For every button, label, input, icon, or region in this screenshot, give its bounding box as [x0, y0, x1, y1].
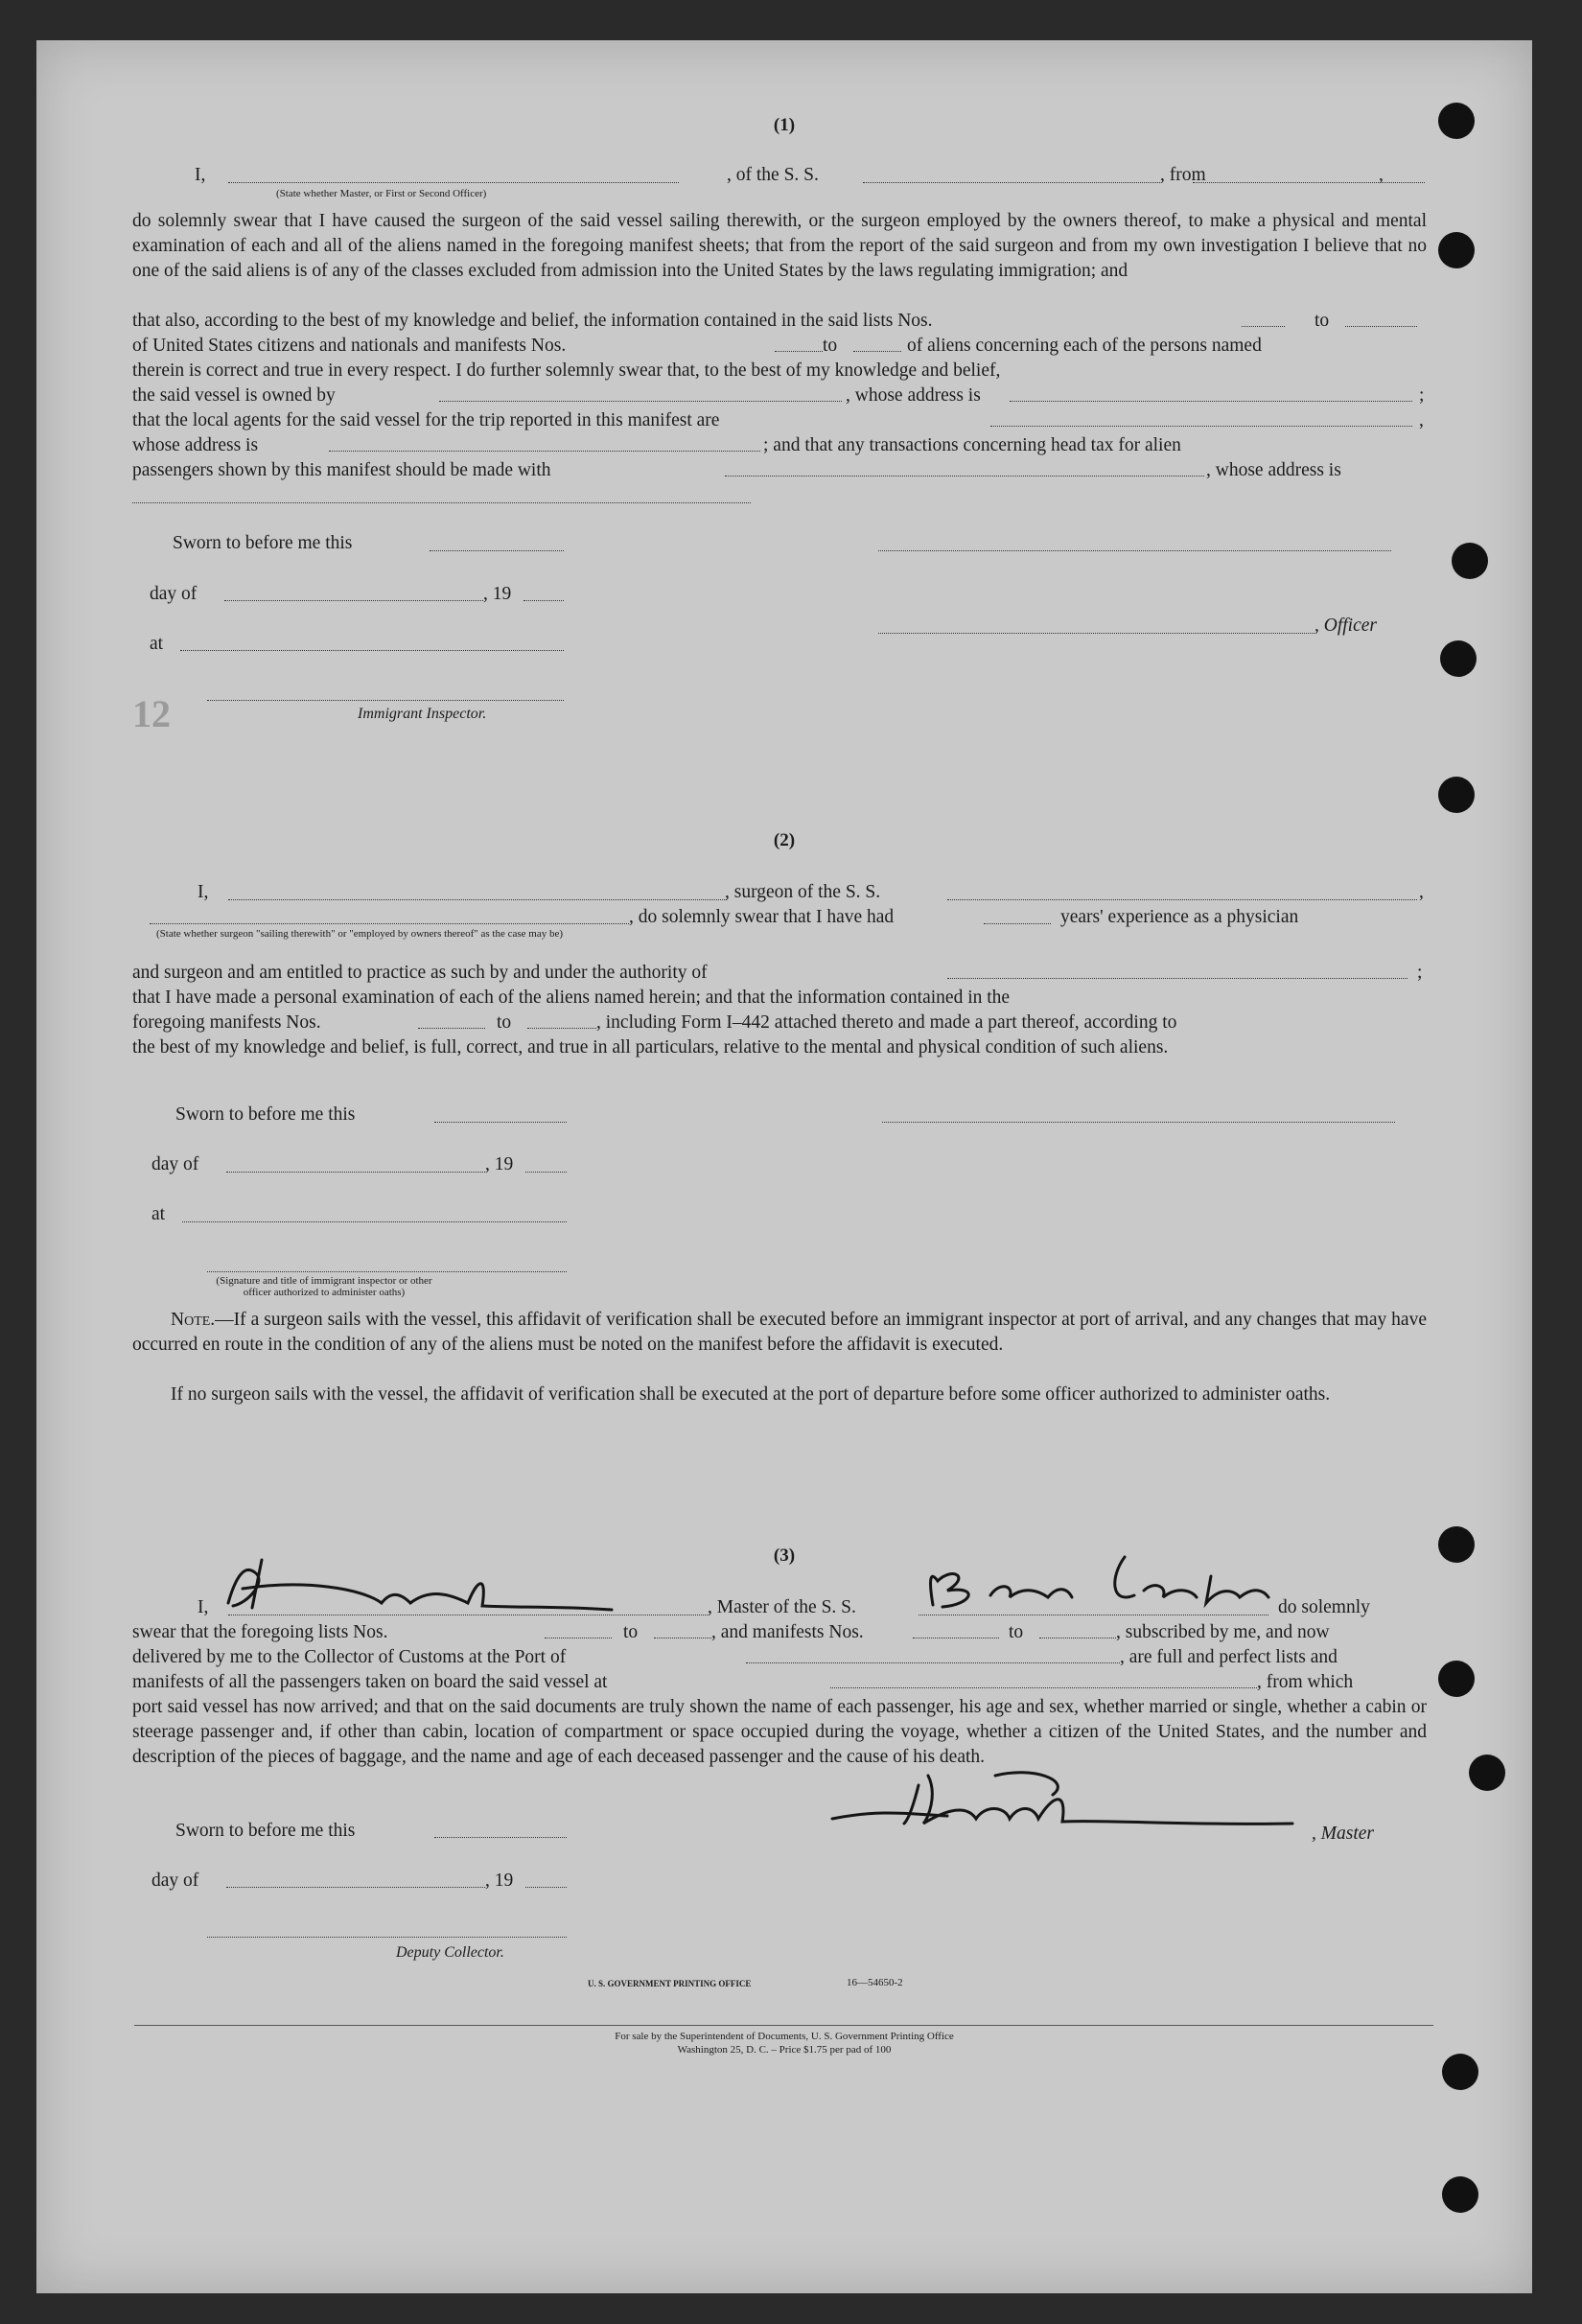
- binder-hole: [1438, 777, 1475, 813]
- s2-inspector-field[interactable]: [207, 1271, 567, 1272]
- ship-name-handwritten: [904, 1538, 1278, 1624]
- s2-surgeon-signature-field[interactable]: [882, 1122, 1395, 1123]
- s1-at: at: [150, 634, 164, 654]
- master-signature-1: [190, 1550, 669, 1627]
- s1-day-of: day of: [150, 584, 198, 604]
- s2-years-field[interactable]: [984, 923, 1051, 924]
- s1-inspector-field[interactable]: [207, 700, 564, 701]
- s2-years: years' experience as a physician: [1060, 907, 1299, 927]
- s1-year: , 19: [483, 584, 512, 604]
- s2-surgeon-ss: , surgeon of the S. S.: [725, 882, 881, 902]
- s1-owner-field[interactable]: [439, 401, 842, 402]
- s1-paragraph-a: do solemnly swear that I have caused the surgeon of the said vessel sailing therewith, or the surgeon employed by the owners thereof, to make a physical and mental examination of each and all of the aliens named in the foregoing manifest sheets; that from the report of the said surgeon and from my own investigation I believe that no one of the said aliens is of any of the classes excluded from admission into the United States by the laws regulating immigration; and: [132, 211, 1427, 281]
- s2-sig-caption: (Signature and title of immigrant inspector or other officer authorized to administer oaths): [216, 1275, 432, 1298]
- s2-status-field[interactable]: [150, 923, 629, 924]
- s3-manifests-all: manifests of all the passengers taken on board the said vessel at: [132, 1672, 608, 1692]
- s1-semicolon: ;: [1419, 385, 1425, 406]
- s2-authority-field[interactable]: [947, 978, 1408, 979]
- s1-agents: that the local agents for the said vessel for the trip reported in this manifest are: [132, 410, 720, 430]
- s1-lists-from-field[interactable]: [1242, 326, 1285, 327]
- master-signature-2: [823, 1756, 1321, 1843]
- s3-i: I,: [198, 1597, 209, 1617]
- s1-therein: therein is correct and true in every respect. I do further solemnly swear that, to the best of my knowledge and belief,: [132, 360, 1001, 381]
- s3-day-of: day of: [151, 1871, 199, 1891]
- s1-day-field[interactable]: [224, 600, 483, 601]
- s1-manifests-to-field[interactable]: [853, 351, 901, 352]
- s3-full: , are full and perfect lists and: [1120, 1647, 1338, 1667]
- section-3-number: (3): [773, 1545, 796, 1566]
- form-page: [36, 40, 1532, 2293]
- s1-owned: the said vessel is owned by: [132, 385, 336, 406]
- s2-manifests-from-field[interactable]: [418, 1028, 485, 1029]
- s2-at-field[interactable]: [182, 1221, 567, 1222]
- s1-whose2: , whose address is: [1206, 460, 1341, 480]
- s3-to1: to: [623, 1622, 639, 1642]
- sale-line-1: For sale by the Superintendent of Documents, U. S. Government Printing Office: [615, 2031, 954, 2042]
- gpo-imprint: U. S. GOVERNMENT PRINTING OFFICE: [588, 1979, 752, 1988]
- s3-sworn-field[interactable]: [434, 1837, 567, 1838]
- s1-of-ss: , of the S. S.: [727, 165, 819, 185]
- s1-lists-to-field[interactable]: [1345, 326, 1417, 327]
- s1-ship-field[interactable]: [863, 182, 1160, 183]
- s1-headtax: ; and that any transactions concerning head tax for alien: [763, 435, 1181, 455]
- form-number: 16—54650-2: [847, 1977, 903, 1988]
- s3-lists: swear that the foregoing lists Nos.: [132, 1622, 388, 1642]
- s2-exam: that I have made a personal examination of each of the aliens named herein; and that the information contained in the: [132, 988, 1011, 1008]
- s2-including: , including Form I–442 attached thereto and made a part thereof, according to: [596, 1012, 1177, 1033]
- s1-comma: ,: [1379, 165, 1384, 185]
- s3-year: , 19: [485, 1871, 514, 1891]
- s1-officer-signature-field[interactable]: [878, 550, 1391, 551]
- margin-stamp: 12: [132, 692, 171, 735]
- s1-officer-name-field[interactable]: [228, 182, 679, 183]
- s1-manifests-to: to: [823, 336, 838, 356]
- s3-sworn: Sworn to before me this: [175, 1821, 356, 1841]
- s2-note-label: Note.: [171, 1310, 216, 1330]
- s3-deputy-field[interactable]: [207, 1937, 567, 1938]
- binder-hole: [1440, 640, 1477, 677]
- s2-sworn-field[interactable]: [434, 1122, 567, 1123]
- binder-hole: [1442, 2054, 1478, 2090]
- s1-whose: whose address is: [132, 435, 259, 455]
- s2-at: at: [151, 1204, 166, 1224]
- section-2-number: (2): [773, 830, 796, 850]
- s3-paragraph-b: port said vessel has now arrived; and that on the said documents are truly shown the name of each passenger, his age and sex, whether married or single, whether a cabin or steerage passenger and, if other than cabin, location of compartment or space occupied during the voyage, whether a citizen of the United States, and the number and description of the pieces of baggage, and the name and age of each deceased passenger and the cause of his death.: [132, 1697, 1427, 1767]
- s2-note-text: —If a surgeon sails with the vessel, this affidavit of verification shall be executed before an immigrant inspector at port of arrival, and any changes that may have occurred en route in the condition of any of the aliens must be noted on the manifest before the affidavit is executed.: [132, 1310, 1427, 1355]
- s3-port-field[interactable]: [746, 1662, 1120, 1663]
- s1-from: , from: [1160, 165, 1206, 185]
- s3-subscribed: , subscribed by me, and now: [1116, 1622, 1330, 1642]
- s1-officer-label: , Officer: [1314, 616, 1377, 636]
- s2-ship-field[interactable]: [947, 899, 1417, 900]
- s1-manifests-aliens: of aliens concerning each of the persons named: [907, 336, 1262, 356]
- s2-day-of: day of: [151, 1154, 199, 1174]
- s2-note-1: [132, 1308, 1427, 1358]
- s3-manifests: , and manifests Nos.: [711, 1622, 864, 1642]
- s3-day-field[interactable]: [226, 1887, 485, 1888]
- ship-name-text: Bau Santos: [904, 1538, 909, 1539]
- s2-day-field[interactable]: [226, 1172, 485, 1173]
- s1-passengers: passengers shown by this manifest should be made with: [132, 460, 551, 480]
- s1-inspector-label: Immigrant Inspector.: [358, 706, 487, 722]
- s2-year: , 19: [485, 1154, 514, 1174]
- s3-deputy-label: Deputy Collector.: [396, 1944, 504, 1961]
- s3-year-field[interactable]: [525, 1887, 567, 1888]
- s1-year-field[interactable]: [523, 600, 564, 601]
- s1-officer-caption: (State whether Master, or First or Second Officer): [276, 188, 487, 199]
- s2-manifests-to-field[interactable]: [527, 1028, 596, 1029]
- binder-hole: [1438, 232, 1475, 268]
- s2-comma: ,: [1419, 882, 1424, 902]
- s2-note-2: If no surgeon sails with the vessel, the affidavit of verification shall be executed at the port of departure before some officer authorized to administer oaths.: [171, 1384, 1331, 1405]
- s2-semicolon: ;: [1417, 963, 1423, 983]
- section-1-number: (1): [773, 115, 796, 135]
- s2-authority: and surgeon and am entitled to practice as such by and under the authority of: [132, 963, 708, 983]
- s3-master-label: , Master: [1312, 1824, 1374, 1844]
- s3-to2: to: [1009, 1622, 1024, 1642]
- footer-rule: [134, 2025, 1433, 2026]
- s1-agents-address-field[interactable]: [329, 451, 760, 452]
- s1-at-field[interactable]: [180, 650, 564, 651]
- s2-manifests: foregoing manifests Nos.: [132, 1012, 321, 1033]
- s3-delivered: delivered by me to the Collector of Customs at the Port of: [132, 1647, 567, 1667]
- s1-owner-address-field[interactable]: [1010, 401, 1412, 402]
- s1-sworn: Sworn to before me this: [173, 533, 353, 553]
- binder-hole: [1452, 543, 1488, 579]
- s1-sworn-field[interactable]: [430, 550, 564, 551]
- binder-hole: [1469, 1755, 1505, 1791]
- s1-lists-to: to: [1314, 311, 1330, 331]
- s2-rest: the best of my knowledge and belief, is full, correct, and true in all particulars, relative to the mental and physical condition of such aliens.: [132, 1037, 1169, 1057]
- s1-manifests-from-field[interactable]: [775, 351, 823, 352]
- s2-surgeon-name-field[interactable]: [228, 899, 727, 900]
- s1-from-field[interactable]: [1193, 182, 1425, 183]
- s3-port-taken-field[interactable]: [830, 1687, 1257, 1688]
- sale-line-2: Washington 25, D. C. – Price $1.75 per pad of 100: [677, 2044, 892, 2056]
- s1-manifests-text: of United States citizens and nationals and manifests Nos.: [132, 336, 567, 356]
- s1-headtax-address-field[interactable]: [132, 502, 751, 503]
- s3-from: , from which: [1257, 1672, 1354, 1692]
- s1-owner-address-label: , whose address is: [846, 385, 981, 406]
- s2-year-field[interactable]: [525, 1172, 567, 1173]
- s2-caption: (State whether surgeon "sailing therewith" or "employed by owners thereof" as the case may be): [156, 928, 564, 940]
- s2-sworn: Sworn to before me this: [175, 1104, 356, 1125]
- s1-officer-title-field[interactable]: [878, 633, 1314, 634]
- s2-swear: , do solemnly swear that I have had: [629, 907, 895, 927]
- s3-swear: do solemnly: [1278, 1597, 1370, 1617]
- s3-master-ss: , Master of the S. S.: [708, 1597, 856, 1617]
- s2-manifests-to: to: [497, 1012, 512, 1033]
- s1-lists-text: that also, according to the best of my knowledge and belief, the information contained in the said lists Nos.: [132, 311, 933, 331]
- binder-hole: [1438, 1661, 1475, 1697]
- s1-agents-field[interactable]: [990, 426, 1412, 427]
- s1-agents-comma: ,: [1419, 410, 1424, 430]
- s1-i: I,: [195, 165, 206, 185]
- binder-hole: [1442, 2176, 1478, 2213]
- s2-i: I,: [198, 882, 209, 902]
